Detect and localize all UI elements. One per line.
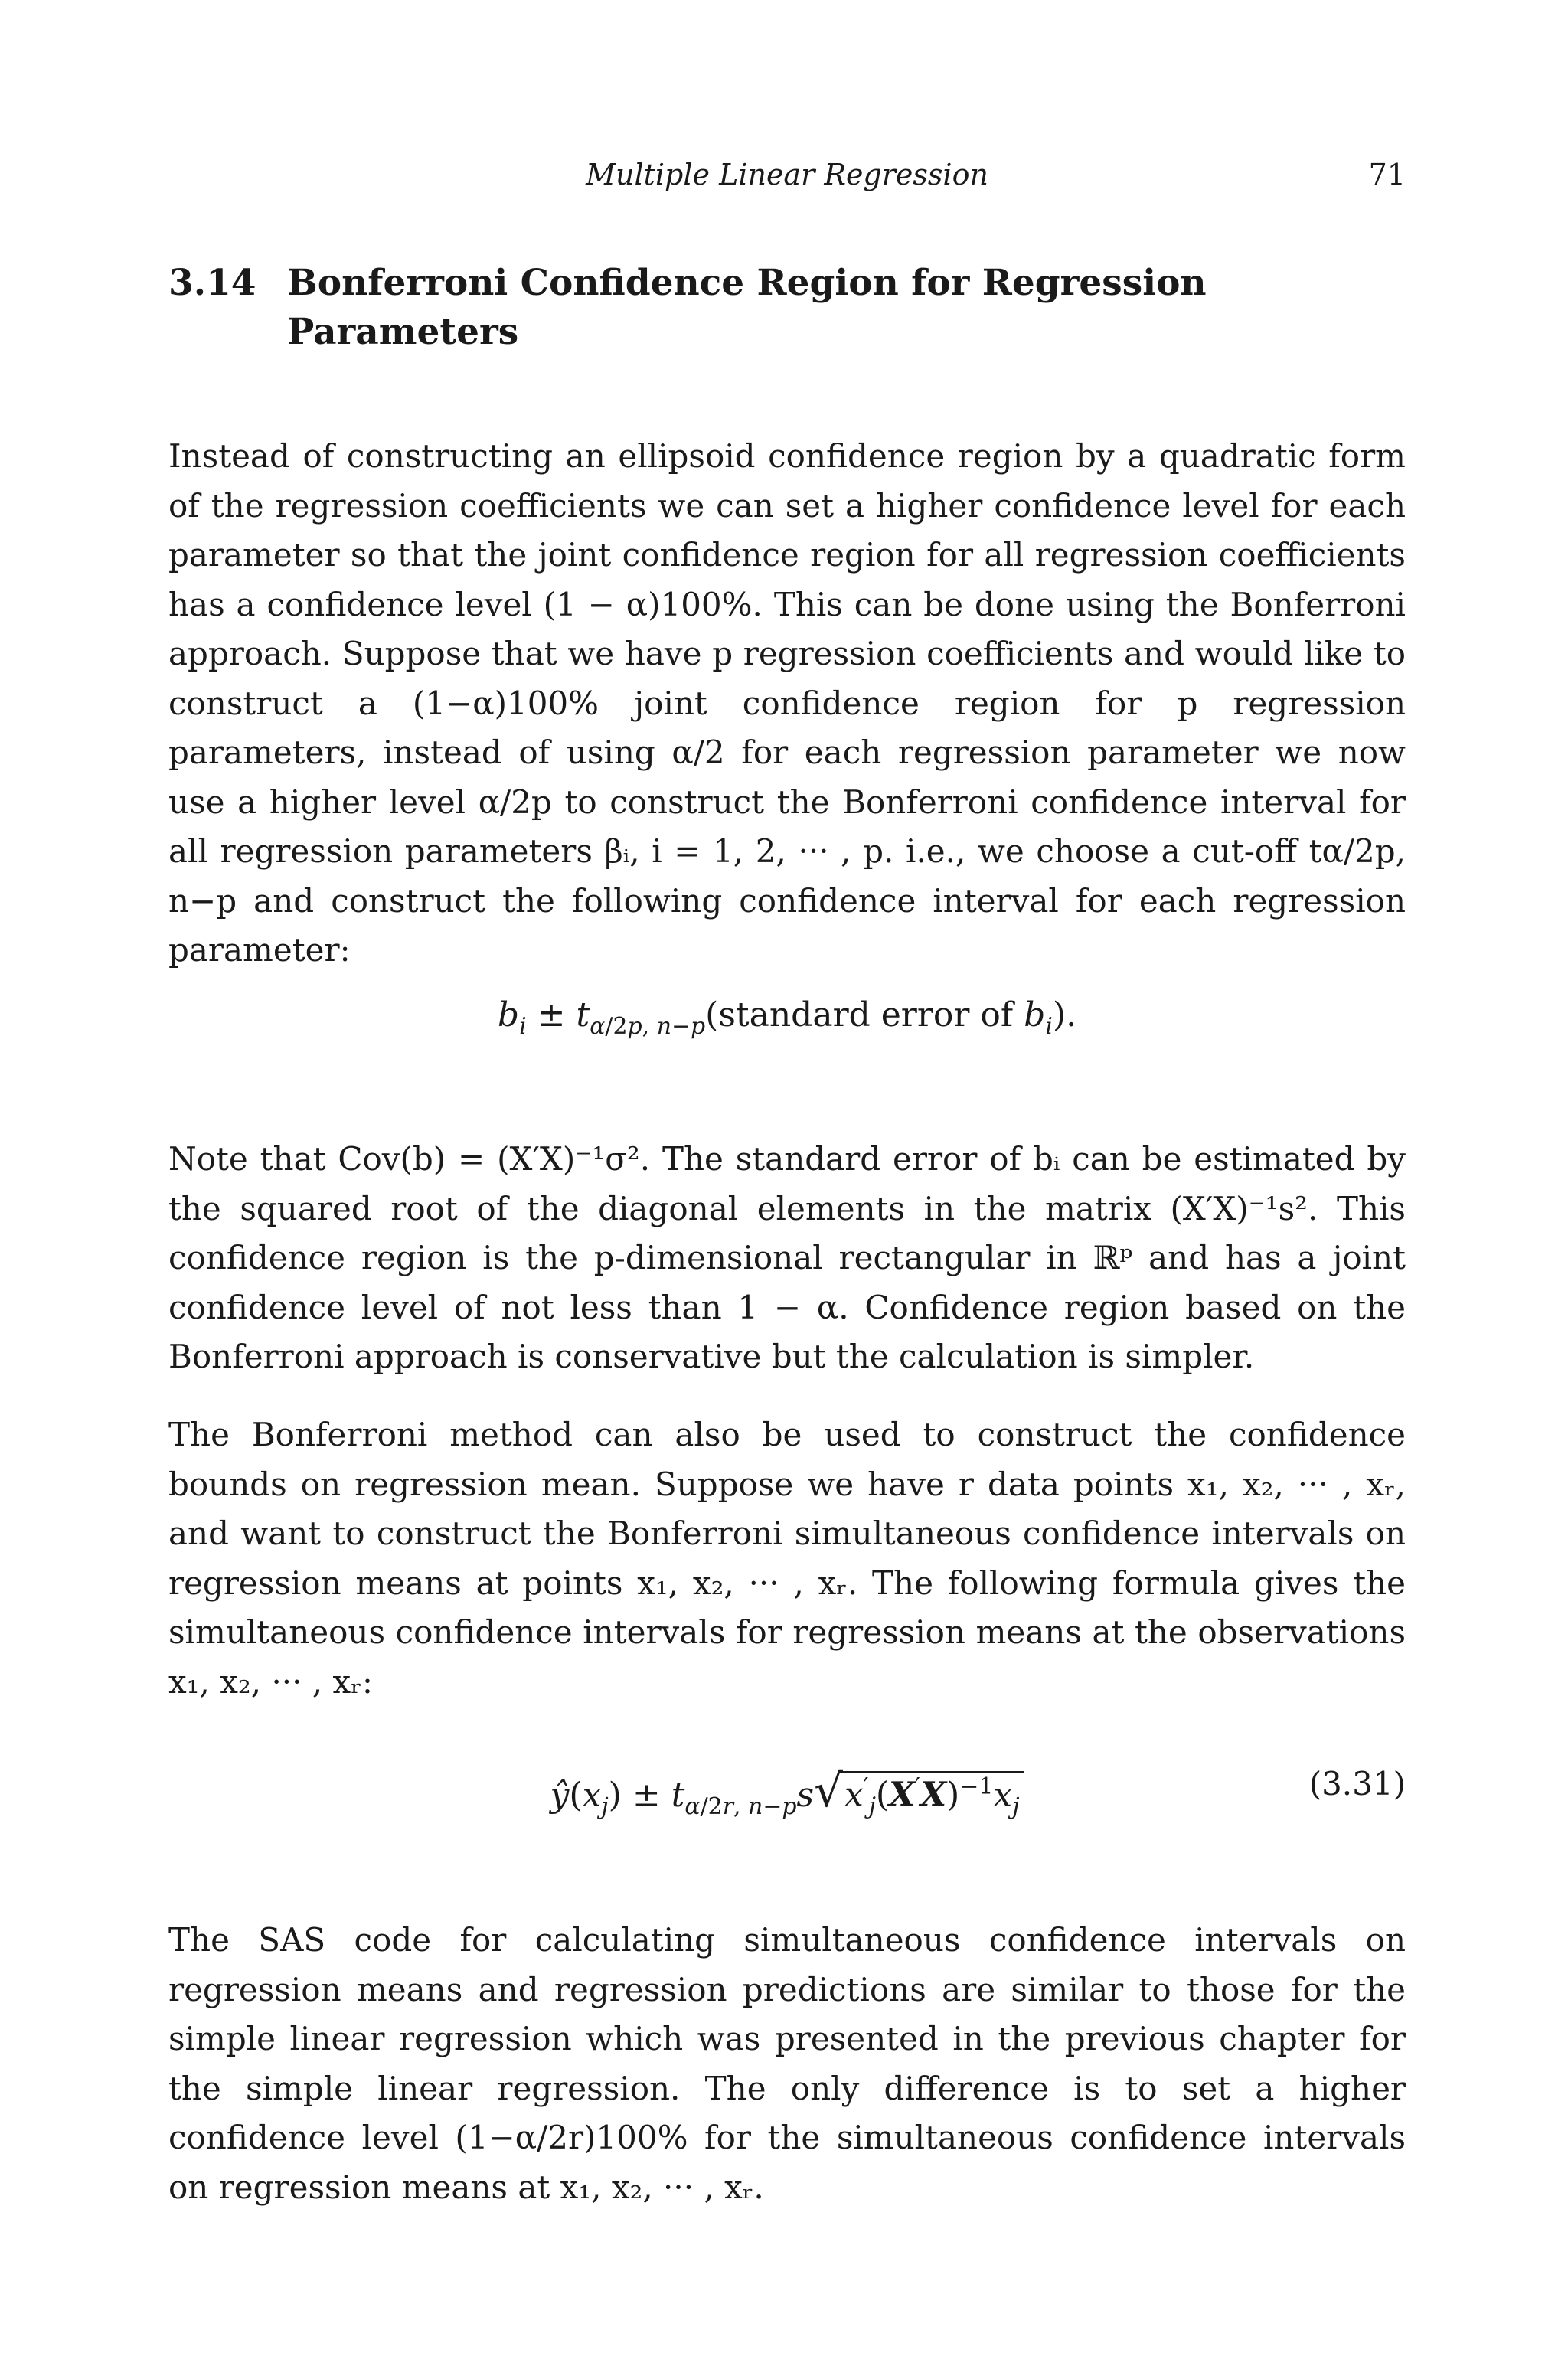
equation-3-31: $ŷ(x_j) \pm t_{\alpha/2r, n-p}s√x'_j(X'X)^{-1}x_j$ (3.31) (550, 1765, 1406, 1820)
paragraph-sas-code: The SAS code for calculating simultaneous confidence intervals on regression means and regression predictions are similar to those for the simple linear regression which was presented in the previous chapter for the simple linear regression. The only difference is to set a higher confidence level (1−α/2r)100% for the simultaneous confidence intervals on regression means at x₁, x₂, ··· , xᵣ. (168, 1921, 1406, 2206)
page-number: 71 (1368, 158, 1406, 191)
paragraph-covariance: Note that Cov(b) = (X′X)⁻¹σ². The standard error of bᵢ can be estimated by the squared root of the diagonal elements in the matrix (X′X)⁻¹s². This confidence region is the p-dimensional rectangular in ℝᵖ and has a joint confidence level of not less than 1 − α. Confidence region based on the Bonferroni approach is conservative but the calculation is simpler. (168, 1140, 1406, 1375)
equation-bonferroni-interval: $b_i$ ± $t_{\alpha/2p, n-p}(standard$ error of $b_i$). (497, 995, 1077, 1040)
running-title: Multiple Linear Regression (586, 158, 988, 191)
section-title: Bonferroni Confidence Region for Regression Parameters (287, 262, 1207, 353)
page-header (168, 158, 1406, 196)
section-number: 3.14 (168, 262, 256, 304)
equation-number: (3.31) (1308, 1765, 1406, 1802)
paragraph-intro: Instead of constructing an ellipsoid confidence region by a quadratic form of the regression coefficients we can set a higher confidence level for each parameter so that the joint confidence region for all regression coefficients has a confidence level (1 − α)100%. This can be done using the Bonferroni approach. Suppose that we have p regression coefficients and would like to construct a (1−α)100% joint confidence region for p regression parameters, instead of using α/2 for each regression parameter we now use a higher level α/2p to construct the Bonferroni confidence interval for all regression parameters βᵢ, i = 1, 2, ··· , p. i.e., we choose a cut-off tα/2p, n−p and construct the following confidence interval for each regression parameter: (168, 437, 1406, 969)
paragraph-regression-mean: The Bonferroni method can also be used to construct the confidence bounds on regression mean. Suppose we have r data points x₁, x₂, ··· , xᵣ, and want to construct the Bonferroni simultaneous confidence intervals on regression means at points x₁, x₂, ··· , xᵣ. The following formula gives the simultaneous confidence intervals for regression means at the observations x₁, x₂, ··· , xᵣ: (168, 1416, 1406, 1701)
equation-interval-text: (standard error of (705, 995, 1014, 1034)
section-heading (168, 259, 1406, 357)
equation-interval-close: ). (1052, 995, 1077, 1034)
